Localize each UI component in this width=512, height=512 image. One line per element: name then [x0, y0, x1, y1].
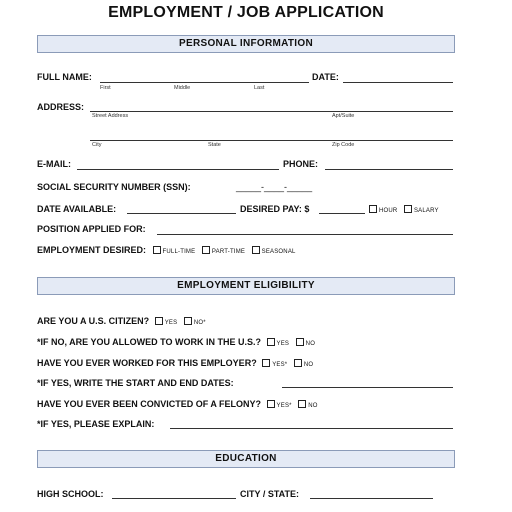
middle-name-caption: Middle: [174, 85, 191, 91]
city-state-label: CITY / STATE:: [240, 489, 300, 499]
email-field[interactable]: [77, 169, 279, 170]
felony-no-checkbox[interactable]: [298, 400, 306, 408]
pay-type-options: [369, 204, 443, 214]
salary-option-label: SALARY: [413, 208, 439, 214]
section-header-eligibility: EMPLOYMENT ELIGIBILITY: [37, 277, 455, 295]
city-caption: City: [92, 142, 102, 148]
last-name-caption: Last: [254, 85, 265, 91]
part-time-option-label: PART-TIME: [211, 249, 246, 255]
full-name-field[interactable]: [100, 82, 309, 83]
date-available-label: DATE AVAILABLE:: [37, 204, 117, 214]
seasonal-option-label: SEASONAL: [261, 249, 296, 255]
explain-label: *IF YES, PLEASE EXPLAIN:: [37, 419, 155, 429]
desired-pay-label: DESIRED PAY: $: [240, 204, 310, 214]
allowed-no-label: NO: [305, 341, 316, 347]
section-header-education: EDUCATION: [37, 450, 455, 468]
zip-caption: Zip Code: [332, 142, 355, 148]
worked-no-checkbox[interactable]: [294, 359, 302, 367]
felony-question: [37, 399, 322, 409]
dates-label: *IF YES, WRITE THE START AND END DATES:: [37, 378, 234, 388]
position-field[interactable]: [157, 234, 453, 235]
ssn-label: SOCIAL SECURITY NUMBER (SSN):: [37, 182, 191, 192]
citizen-yes-label: YES: [164, 320, 178, 326]
felony-question-text: HAVE YOU EVER BEEN CONVICTED OF A FELONY?: [37, 399, 262, 409]
worked-yes-checkbox[interactable]: [262, 359, 270, 367]
allowed-question: [37, 337, 319, 347]
citizen-question-text: ARE YOU A U.S. CITIZEN?: [37, 316, 150, 326]
city-state-zip-field[interactable]: [90, 140, 453, 141]
date-field[interactable]: [343, 82, 453, 83]
date-label: DATE:: [312, 72, 339, 82]
salary-checkbox[interactable]: [404, 205, 412, 213]
felony-no-label: NO: [308, 403, 318, 409]
date-available-field[interactable]: [127, 213, 236, 214]
citizen-question: [37, 316, 210, 326]
worked-yes-label: YES*: [272, 362, 288, 368]
city-state-field[interactable]: [310, 498, 433, 499]
worked-question-text: HAVE YOU EVER WORKED FOR THIS EMPLOYER?: [37, 358, 257, 368]
hour-option-label: HOUR: [379, 208, 398, 214]
apt-caption: Apt/Suite: [332, 113, 355, 119]
allowed-question-text: *IF NO, ARE YOU ALLOWED TO WORK IN THE U.S.?: [37, 337, 262, 347]
state-caption: State: [208, 142, 221, 148]
dates-field[interactable]: [282, 387, 453, 388]
explain-field[interactable]: [170, 428, 453, 429]
section-header-personal: PERSONAL INFORMATION: [37, 35, 455, 53]
page-title: EMPLOYMENT / JOB APPLICATION: [108, 4, 384, 21]
first-name-caption: First: [100, 85, 111, 91]
phone-field[interactable]: [325, 169, 453, 170]
allowed-no-checkbox[interactable]: [296, 338, 304, 346]
employment-desired-text: EMPLOYMENT DESIRED:: [37, 245, 147, 255]
desired-pay-field[interactable]: [319, 213, 365, 214]
felony-yes-checkbox[interactable]: [267, 400, 275, 408]
address-label: ADDRESS:: [37, 102, 85, 112]
worked-question: [37, 358, 317, 368]
email-label: E-MAIL:: [37, 159, 71, 169]
street-address-field[interactable]: [90, 111, 453, 112]
full-time-checkbox[interactable]: [153, 246, 161, 254]
employment-desired-label: [37, 245, 300, 255]
hour-checkbox[interactable]: [369, 205, 377, 213]
phone-label: PHONE:: [283, 159, 319, 169]
worked-no-label: NO: [303, 362, 314, 368]
high-school-field[interactable]: [112, 498, 236, 499]
allowed-yes-checkbox[interactable]: [267, 338, 275, 346]
street-caption: Street Address: [92, 113, 129, 119]
citizen-no-label: NO*: [193, 320, 206, 326]
citizen-no-checkbox[interactable]: [184, 317, 192, 325]
citizen-yes-checkbox[interactable]: [155, 317, 163, 325]
allowed-yes-label: YES: [276, 341, 290, 347]
full-name-label: FULL NAME:: [37, 72, 92, 82]
position-label: POSITION APPLIED FOR:: [37, 224, 146, 234]
part-time-checkbox[interactable]: [202, 246, 210, 254]
felony-yes-label: YES*: [276, 403, 292, 409]
seasonal-checkbox[interactable]: [252, 246, 260, 254]
full-time-option-label: FULL-TIME: [162, 249, 196, 255]
ssn-field[interactable]: _____-____-_____: [236, 182, 313, 192]
high-school-label: HIGH SCHOOL:: [37, 489, 104, 499]
